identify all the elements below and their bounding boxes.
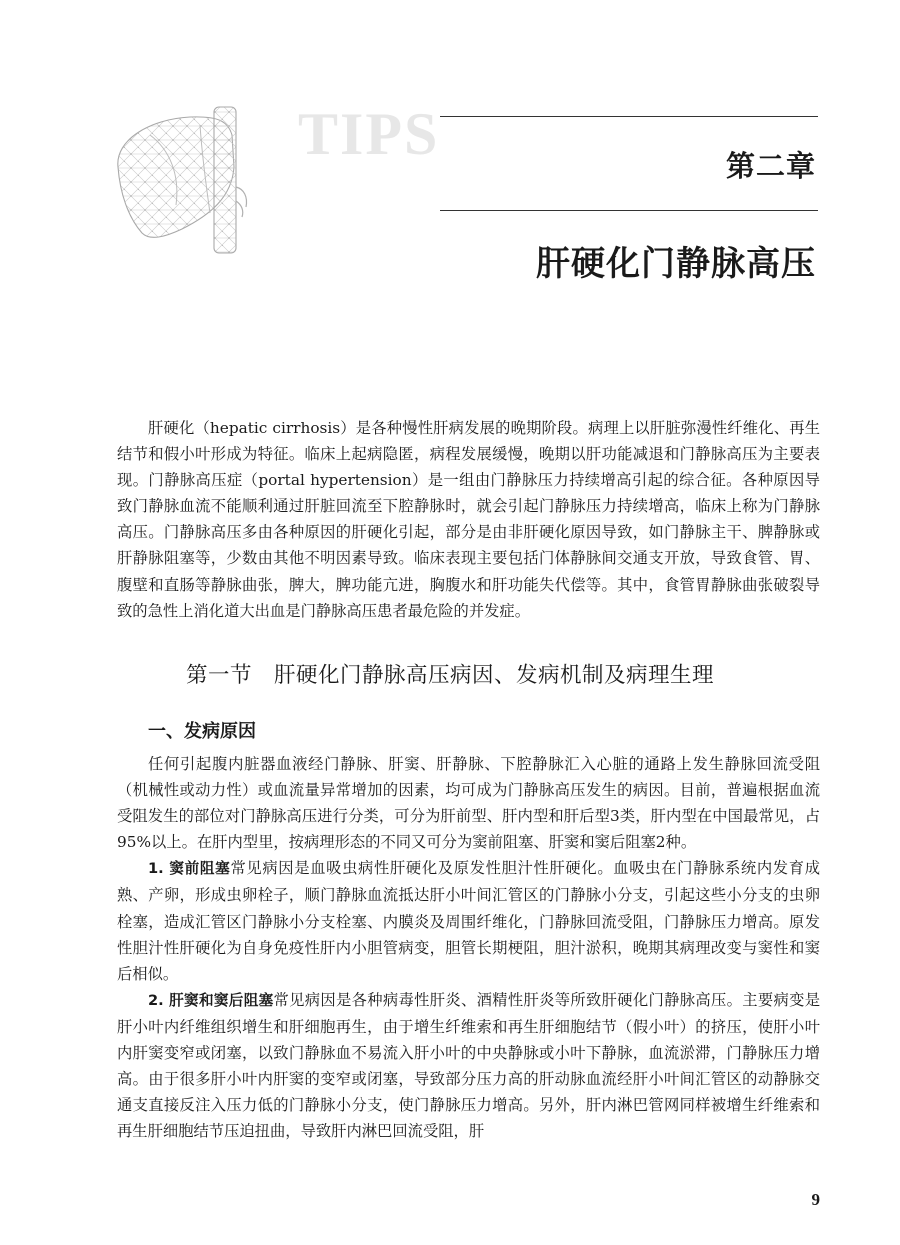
item-label: 1. 窦前阻塞 bbox=[148, 860, 231, 878]
subsection-paragraph: 任何引起腹内脏器血液经门静脉、肝窦、肝静脉、下腔静脉汇入心脏的通路上发生静脉回流受阻（机械性或动力性）或血流量异常增加的因素，均可成为门静脉高压发生的病因。目前，普遍根据血流受阻发生的部位对门静脉高压进行分类，可分为肝前型、肝内型和肝后型3类，肝内型在中国最常见，占95%以上。在肝内型里，按病理形态的不同又可分为窦前阻塞、肝窦和窦后阻塞2种。 bbox=[117, 755, 820, 852]
chapter-label: 第二章 bbox=[725, 149, 816, 183]
subsection-title: 一、发病原因 bbox=[148, 721, 256, 742]
chapter-title: 肝硬化门静脉高压 bbox=[536, 244, 816, 284]
section-number: 第一节 bbox=[185, 663, 252, 688]
section-title: 肝硬化门静脉高压病因、发病机制及病理生理 bbox=[274, 663, 715, 688]
tips-watermark: TIPS bbox=[298, 101, 440, 167]
item-text: 常见病因是各种病毒性肝炎、酒精性肝炎等所致肝硬化门静脉高压。主要病变是肝小叶内纤维组织增生和肝细胞再生，由于增生纤维索和再生肝细胞结节（假小叶）的挤压，使肝小叶内肝窦变窄或闭塞，以致门静脉血不易流入肝小叶的中央静脉或小叶下静脉，血流淤滞，门静脉压力增高。由于很多肝小叶内肝窦的变窄或闭塞，导致部分压力高的肝动脉血流经肝小叶间汇管区的动静脉交通支直接反注入压力低的门静脉小分支，使门静脉压力增高。另外，肝内淋巴管网同样被增生纤维索和再生肝细胞结节压迫扭曲，导致肝内淋巴回流受阻，肝 bbox=[117, 990, 820, 1141]
item-text: 常见病因是血吸虫病性肝硬化及原发性胆汁性肝硬化。血吸虫在门静脉系统内发育成熟、产卵，形成虫卵栓子，顺门静脉血流抵达肝小叶间汇管区的门静脉小分支，引起这些小分支的虫卵栓塞，造成汇管区门静脉小分支栓塞、内膜炎及周围纤维化，门静脉回流受阻，门静脉压力增高。原发性胆汁性肝硬化为自身免疫性肝内小胆管病变，胆管长期梗阻，胆汁淤积，晚期其病理改变与窦性和窦后相似。 bbox=[117, 859, 820, 983]
list-item bbox=[117, 855, 820, 986]
subsection-body bbox=[117, 751, 820, 1144]
header-top-rule bbox=[440, 116, 818, 117]
intro-block bbox=[117, 415, 820, 624]
intro-paragraph: 肝硬化（hepatic cirrhosis）是各种慢性肝病发展的晚期阶段。病理上以肝脏弥漫性纤维化、再生结节和假小叶形成为特征。临床上起病隐匿，病程发展缓慢，晚期以肝功能减退和门静脉高压为主要表现。门静脉高压症（portal hypertension）是一组由门静脉压力持续增高引起的综合征。各种原因导致门静脉血流不能顺利通过肝脏回流至下腔静脉时，就会引起门静脉压力持续增高，临床上称为门静脉高压。门静脉高压多由各种原因的肝硬化引起，部分是由非肝硬化原因导致，如门静脉主干、脾静脉或肝静脉阻塞等，少数由其他不明因素导致。临床表现主要包括门体静脉间交通支开放，导致食管、胃、腹壁和直肠等静脉曲张，脾大，脾功能亢进，胸腹水和肝功能失代偿等。其中，食管胃静脉曲张破裂导致的急性上消化道大出血是门静脉高压患者最危险的并发症。 bbox=[117, 419, 820, 620]
liver-illustration-icon bbox=[110, 105, 285, 255]
item-label: 2. 肝窦和窦后阻塞 bbox=[148, 991, 274, 1009]
header-middle-rule bbox=[440, 210, 818, 211]
list-item bbox=[117, 987, 820, 1145]
section-heading bbox=[0, 658, 900, 689]
page-number: 9 bbox=[811, 1190, 820, 1209]
